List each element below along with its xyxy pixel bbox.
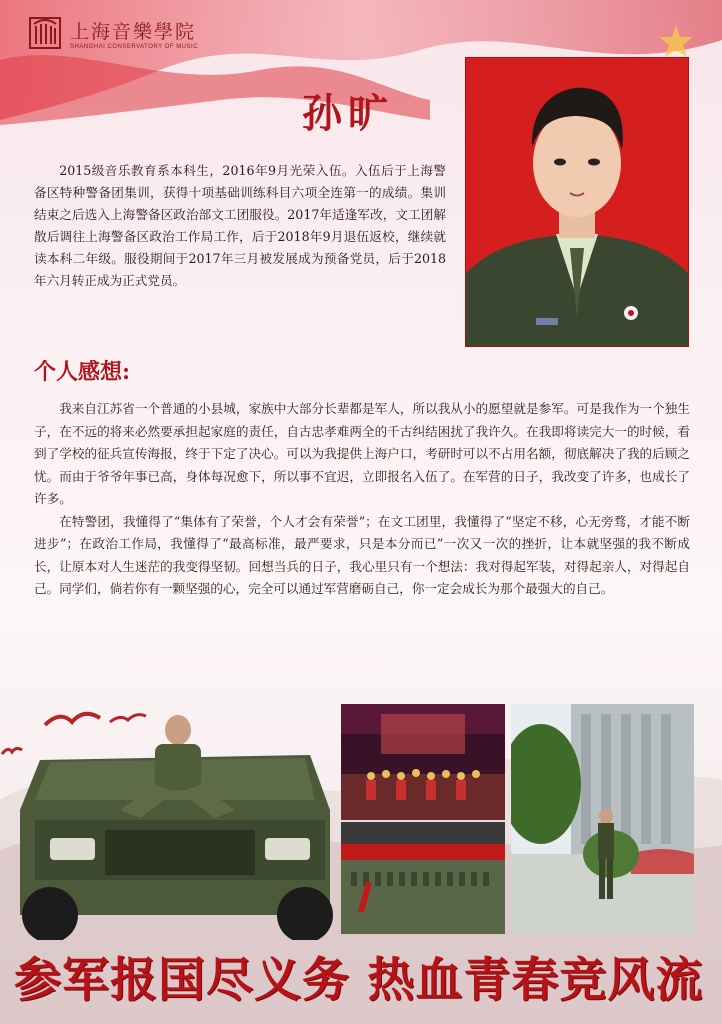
person-name: 孙旷 bbox=[302, 90, 394, 137]
reflection-title: 个人感想: bbox=[34, 359, 131, 385]
reflection-paragraph-1: 我来自江苏省一个普通的小县城，家族中大部分长辈都是军人，所以我从小的愿望就是参军。可是我作为一个独生子，在不远的将来必然要承担起家庭的责任，自古忠孝难两全的千古纠结困扰了我许久。在我即将读完大一的时候，看到了学校的征兵宣传海报，终于下定了决心。可以为我提供上海户口，考研时可以不占用名额，彻底解决了我的后顾之忧。而由于爷爷年事已高，身体每况愈下，所以事不宜迟，立即报名入伍了。在军营的日子，我改变了许多，也成长了许多。 bbox=[34, 401, 690, 506]
reflection-paragraph-2: 在特警团，我懂得了“集体有了荣誉，个人才会有荣誉”；在文工团里，我懂得了“坚定不移，心无旁骛，才能不断进步”；在政治工作局，我懂得了“最高标准，最严要求，只是本分而已”一次又一次的挫折，让本就坚强的我不断成长，让原本对人生迷茫的我变得坚韧。回想当兵的日子，我心里只有一个想法：我对得起军装，对得起亲人，对得起自己。同学们，倘若你有一颗坚强的心，完全可以通过军营磨砺自己，你一定会成长为那个最强大的自己。 bbox=[34, 513, 690, 596]
portrait-photo bbox=[466, 58, 688, 346]
bio-paragraph: 2015级音乐教育系本科生，2016年9月光荣入伍。入伍后于上海警备区特种警备团集训，获得十项基础训练科目六项全连第一的成绩。集训结束之后选入上海警备区政治部文工团服役。2017年适逢军改，文工团解散后调往上海警备区政治工作局工作，后于2018年9月退伍返校，继续就读本科二年级。服役期间于2017年三月被发展成为预备党员，后于2018年六月转正成为正式党员。 bbox=[34, 163, 446, 288]
training-field-photo bbox=[341, 822, 505, 934]
reflection-essay bbox=[34, 398, 690, 601]
stage-performance-photo bbox=[341, 704, 505, 820]
slogan-banner: 参军报国尽义务 热血青春竞风流 bbox=[14, 952, 704, 1008]
school-name-cn: 上海音樂學院 bbox=[70, 20, 197, 43]
vehicle-photo bbox=[10, 700, 340, 940]
conservatory-emblem-icon bbox=[28, 16, 62, 50]
building-soldier-photo bbox=[511, 704, 694, 934]
school-logo bbox=[28, 16, 198, 50]
school-name-en: SHANGHAI CONSERVATORY OF MUSIC bbox=[70, 43, 199, 50]
